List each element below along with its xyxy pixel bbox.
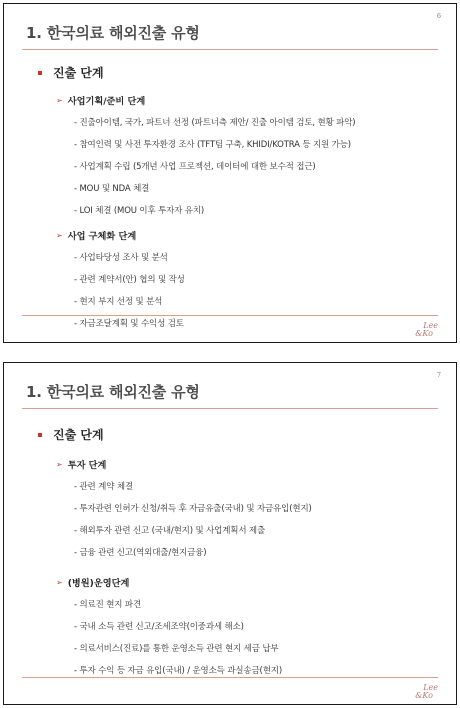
group-heading-label: 사업 구체화 단계	[67, 231, 137, 242]
lee-ko-logo	[415, 322, 438, 338]
title-divider	[22, 49, 438, 50]
section-heading	[38, 64, 446, 81]
list-item: - 의료서비스(진료)를 통한 운영소득 관련 현지 세금 납부	[74, 644, 279, 654]
slide-title: 1. 한국의료 해외진출 유형	[26, 24, 200, 42]
arrow-bullet-icon: ➢	[56, 95, 63, 105]
list-item: - 사업계획 수립 (5개년 사업 프로젝션, 데이터에 대한 보수적 접근)	[74, 162, 316, 172]
slide-page-7	[3, 362, 457, 705]
list-item: - MOU 및 NDA 체결	[74, 184, 150, 194]
footer-divider	[22, 315, 438, 316]
title-divider	[22, 408, 438, 409]
list-item: - 관련 계약 체결	[74, 482, 133, 492]
logo-line-2: &Ko	[415, 329, 433, 338]
logo-line-1: Lee	[423, 321, 438, 330]
square-bullet-icon	[38, 71, 42, 75]
list-item: - 참여인력 및 사전 투자환경 조사 (TFT팀 구축, KHIDI/KOTRA 등 지원 가능)	[74, 140, 351, 150]
footer-divider	[22, 677, 438, 678]
group-heading-label: (병원)운영단계	[67, 578, 130, 589]
slide-body	[38, 64, 446, 329]
list-item: - 국내 소득 관련 신고/조세조약(이중과세 해소)	[74, 622, 244, 632]
list-item: - LOI 체결 (MOU 이후 투자자 유치)	[74, 206, 205, 216]
slide-page-6	[3, 3, 457, 343]
page-number: 7	[436, 371, 441, 379]
list-item: - 관련 계약서(안) 협의 및 작성	[74, 275, 185, 285]
logo-line-2: &Ko	[415, 691, 433, 700]
list-item: - 투자관련 인허가 신청/취득 후 자금유출(국내) 및 자금유입(현지)	[74, 504, 312, 514]
arrow-bullet-icon: ➢	[56, 577, 63, 587]
group-heading	[56, 575, 446, 589]
list-item: - 금융 관련 신고(역외대출/현지금융)	[74, 548, 207, 558]
section-label: 진출 단계	[53, 428, 104, 442]
arrow-bullet-icon: ➢	[56, 459, 63, 469]
slide-body	[38, 426, 446, 676]
list-item: - 진출아이템, 국가, 파트너 선정 (파트너측 제안/ 진출 아이템 검토, 현황 파악)	[74, 118, 356, 128]
group-heading-label: 사업기획/준비 단계	[67, 96, 146, 107]
group-heading	[56, 228, 446, 242]
group-heading	[56, 457, 446, 471]
lee-ko-logo	[415, 684, 438, 700]
section-label: 진출 단계	[53, 66, 104, 80]
section-heading	[38, 426, 446, 443]
list-item: - 자금조달계획 및 수익성 검토	[74, 319, 184, 329]
page-number: 6	[436, 12, 441, 20]
list-item: - 투자 수익 등 자금 유입(국내) / 운영소득 과실송금(현지)	[74, 666, 282, 676]
arrow-bullet-icon: ➢	[56, 230, 63, 240]
list-item: - 현지 부지 선정 및 분석	[74, 297, 163, 307]
group-heading-label: 투자 단계	[67, 460, 107, 471]
group-heading	[56, 93, 446, 107]
logo-line-1: Lee	[423, 683, 438, 692]
list-item: - 의료진 현지 파견	[74, 600, 142, 610]
list-item: - 해외투자 관련 신고 (국내/현지) 및 사업계획서 제출	[74, 526, 266, 536]
slide-title: 1. 한국의료 해외진출 유형	[26, 383, 200, 401]
square-bullet-icon	[38, 433, 42, 437]
list-item: - 사업타당성 조사 및 분석	[74, 253, 168, 263]
